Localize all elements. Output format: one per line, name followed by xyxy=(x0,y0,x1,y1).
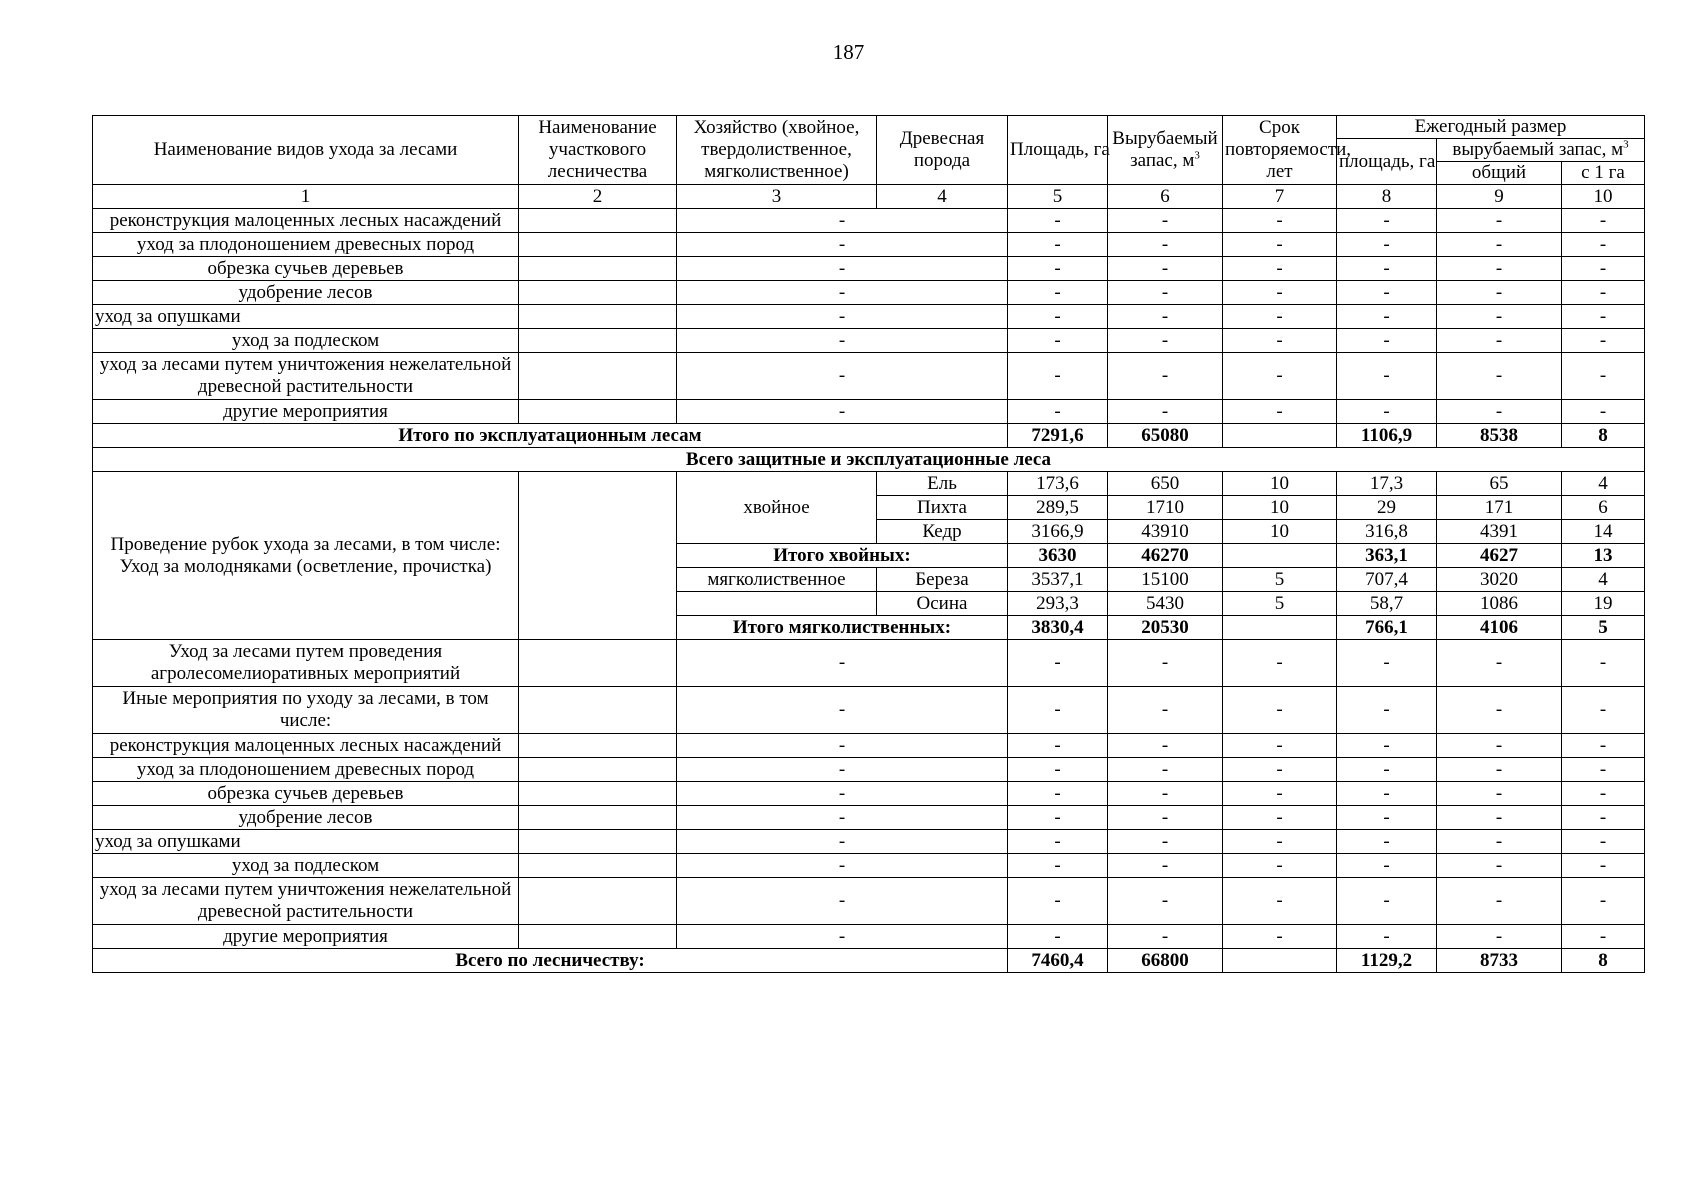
value-cell: 3830,4 xyxy=(1008,616,1108,640)
value-cell: - xyxy=(1108,329,1223,353)
district-cell xyxy=(519,281,677,305)
value-cell: 3166,9 xyxy=(1008,520,1108,544)
value-cell: 766,1 xyxy=(1337,616,1437,640)
care-type-name: уход за лесами путем уничтожения нежелательной древесной растительности xyxy=(93,878,519,925)
page-number: 187 xyxy=(832,40,865,64)
value-cell: - xyxy=(1562,806,1645,830)
value-cell xyxy=(1223,544,1337,568)
grand-total-row xyxy=(93,949,1645,973)
value-cell: 6 xyxy=(1562,496,1645,520)
district-cell xyxy=(519,734,677,758)
value-cell: - xyxy=(1108,878,1223,925)
header-care-type: Наименование видов ухода за лесами xyxy=(93,116,519,185)
header-volume: Вырубаемый запас, $м^3$ xyxy=(1108,116,1223,185)
value-cell: - xyxy=(1008,233,1108,257)
column-number: 10 xyxy=(1562,185,1645,209)
value-cell: - xyxy=(1337,640,1437,687)
farm-species-cell: - xyxy=(677,400,1008,424)
farm-species-cell: - xyxy=(677,830,1008,854)
value-cell: - xyxy=(1437,233,1562,257)
care-type-name: уход за лесами путем уничтожения нежелательной древесной растительности xyxy=(93,353,519,400)
value-cell: - xyxy=(1337,329,1437,353)
section-title: Всего защитные и эксплуатационные леса xyxy=(93,448,1645,472)
value-cell: - xyxy=(1562,209,1645,233)
farm-species-cell: - xyxy=(677,281,1008,305)
value-cell: - xyxy=(1008,400,1108,424)
value-cell: - xyxy=(1223,854,1337,878)
value-cell: 19 xyxy=(1562,592,1645,616)
thinning-name: Проведение рубок ухода за лесами, в том числе: Уход за молодняками (осветление, прочистка) xyxy=(93,472,519,640)
care-type-name: обрезка сучьев деревьев xyxy=(93,782,519,806)
farm-species-cell: - xyxy=(677,329,1008,353)
farm-conifer-label: хвойное xyxy=(677,472,877,544)
species-name: Ель xyxy=(877,472,1008,496)
value-cell: 20530 xyxy=(1108,616,1223,640)
column-number: 4 xyxy=(877,185,1008,209)
care-row xyxy=(93,854,1645,878)
value-cell: - xyxy=(1337,305,1437,329)
value-cell: - xyxy=(1337,782,1437,806)
column-number: 1 xyxy=(93,185,519,209)
district-cell xyxy=(519,305,677,329)
district-cell xyxy=(519,472,677,640)
value-cell xyxy=(1223,949,1337,973)
value-cell: 66800 xyxy=(1108,949,1223,973)
value-cell: - xyxy=(1008,878,1108,925)
section-title-row xyxy=(93,448,1645,472)
care-row xyxy=(93,353,1645,400)
value-cell: - xyxy=(1562,329,1645,353)
value-cell: 3630 xyxy=(1008,544,1108,568)
forest-care-table xyxy=(92,115,1645,973)
care-type-name: другие мероприятия xyxy=(93,925,519,949)
value-cell: - xyxy=(1108,687,1223,734)
value-cell: 8538 xyxy=(1437,424,1562,448)
value-cell: - xyxy=(1223,758,1337,782)
value-cell: - xyxy=(1437,640,1562,687)
farm-species-cell: - xyxy=(677,782,1008,806)
value-cell: - xyxy=(1223,806,1337,830)
value-cell: - xyxy=(1337,854,1437,878)
value-cell: 10 xyxy=(1223,472,1337,496)
care-row xyxy=(93,233,1645,257)
farm-species-cell: - xyxy=(677,257,1008,281)
value-cell: - xyxy=(1223,400,1337,424)
care-type-name: уход за подлеском xyxy=(93,329,519,353)
value-cell: - xyxy=(1562,353,1645,400)
value-cell: - xyxy=(1437,878,1562,925)
farm-species-cell: - xyxy=(677,734,1008,758)
value-cell: 1129,2 xyxy=(1337,949,1437,973)
care-type-name: Уход за лесами путем проведения агролесомелиоративных мероприятий xyxy=(93,640,519,687)
value-cell: 4627 xyxy=(1437,544,1562,568)
value-cell: - xyxy=(1562,854,1645,878)
value-cell: - xyxy=(1437,830,1562,854)
species-name: Пихта xyxy=(877,496,1008,520)
care-type-name: уход за плодоношением древесных пород xyxy=(93,233,519,257)
value-cell: 8733 xyxy=(1437,949,1562,973)
care-type-name: Иные мероприятия по уходу за лесами, в том числе: xyxy=(93,687,519,734)
care-type-name: другие мероприятия xyxy=(93,400,519,424)
care-row xyxy=(93,687,1645,734)
value-cell: - xyxy=(1223,257,1337,281)
care-type-name: уход за опушками xyxy=(93,305,519,329)
district-cell xyxy=(519,329,677,353)
value-cell: - xyxy=(1008,353,1108,400)
district-cell xyxy=(519,640,677,687)
value-cell: - xyxy=(1562,233,1645,257)
value-cell: - xyxy=(1108,758,1223,782)
value-cell: - xyxy=(1108,233,1223,257)
value-cell: - xyxy=(1008,925,1108,949)
header-annual-area: площадь, га xyxy=(1337,139,1437,185)
value-cell: - xyxy=(1437,257,1562,281)
value-cell: 10 xyxy=(1223,520,1337,544)
value-cell: - xyxy=(1108,830,1223,854)
value-cell: 46270 xyxy=(1108,544,1223,568)
value-cell: - xyxy=(1437,687,1562,734)
care-row xyxy=(93,758,1645,782)
header-district: Наименование участкового лесничества xyxy=(519,116,677,185)
value-cell: - xyxy=(1223,925,1337,949)
species-name: Кедр xyxy=(877,520,1008,544)
column-number: 5 xyxy=(1008,185,1108,209)
value-cell: 1710 xyxy=(1108,496,1223,520)
district-cell xyxy=(519,878,677,925)
care-row xyxy=(93,257,1645,281)
value-cell: - xyxy=(1337,687,1437,734)
value-cell: 4391 xyxy=(1437,520,1562,544)
farm-species-cell: - xyxy=(677,640,1008,687)
value-cell: - xyxy=(1223,640,1337,687)
farm-species-cell: - xyxy=(677,209,1008,233)
value-cell: - xyxy=(1437,758,1562,782)
value-cell: - xyxy=(1108,400,1223,424)
farm-species-cell: - xyxy=(677,687,1008,734)
value-cell: - xyxy=(1108,782,1223,806)
value-cell: 4106 xyxy=(1437,616,1562,640)
value-cell: - xyxy=(1223,878,1337,925)
column-number: 7 xyxy=(1223,185,1337,209)
value-cell: - xyxy=(1337,734,1437,758)
value-cell: - xyxy=(1337,233,1437,257)
column-number-row xyxy=(93,185,1645,209)
header-area: Площадь, га xyxy=(1008,116,1108,185)
value-cell: - xyxy=(1437,329,1562,353)
value-cell: - xyxy=(1337,806,1437,830)
value-cell: - xyxy=(1337,257,1437,281)
value-cell: - xyxy=(1337,281,1437,305)
care-row xyxy=(93,329,1645,353)
value-cell: - xyxy=(1562,878,1645,925)
value-cell: 7460,4 xyxy=(1008,949,1108,973)
conifer-total-label: Итого хвойных: xyxy=(677,544,1008,568)
care-row xyxy=(93,878,1645,925)
district-cell xyxy=(519,353,677,400)
value-cell: 43910 xyxy=(1108,520,1223,544)
species-row xyxy=(93,472,1645,496)
value-cell: 293,3 xyxy=(1008,592,1108,616)
exploitation-total-label: Итого по эксплуатационным лесам xyxy=(93,424,1008,448)
district-cell xyxy=(519,687,677,734)
value-cell: - xyxy=(1562,782,1645,806)
value-cell: 10 xyxy=(1223,496,1337,520)
value-cell: 3020 xyxy=(1437,568,1562,592)
farm-species-cell: - xyxy=(677,925,1008,949)
column-number: 9 xyxy=(1437,185,1562,209)
value-cell xyxy=(1223,616,1337,640)
value-cell: - xyxy=(1437,854,1562,878)
value-cell: - xyxy=(1562,281,1645,305)
care-type-name: уход за подлеском xyxy=(93,854,519,878)
value-cell: - xyxy=(1223,830,1337,854)
value-cell: - xyxy=(1008,281,1108,305)
value-cell: 5 xyxy=(1223,568,1337,592)
care-row xyxy=(93,281,1645,305)
care-type-name: обрезка сучьев деревьев xyxy=(93,257,519,281)
care-row xyxy=(93,734,1645,758)
value-cell: 316,8 xyxy=(1337,520,1437,544)
value-cell: - xyxy=(1337,758,1437,782)
value-cell: - xyxy=(1108,257,1223,281)
farm-soft-label: мягколиственное xyxy=(677,568,877,592)
care-type-name: удобрение лесов xyxy=(93,806,519,830)
value-cell: 5430 xyxy=(1108,592,1223,616)
value-cell: - xyxy=(1108,305,1223,329)
district-cell xyxy=(519,806,677,830)
value-cell: - xyxy=(1108,281,1223,305)
value-cell: 65 xyxy=(1437,472,1562,496)
value-cell: - xyxy=(1008,806,1108,830)
care-row xyxy=(93,806,1645,830)
value-cell: 3537,1 xyxy=(1008,568,1108,592)
value-cell: 707,4 xyxy=(1337,568,1437,592)
value-cell: 8 xyxy=(1562,424,1645,448)
grand-total-label: Всего по лесничеству: xyxy=(93,949,1008,973)
value-cell: 289,5 xyxy=(1008,496,1108,520)
farm-empty-cell xyxy=(677,592,877,616)
value-cell: - xyxy=(1562,257,1645,281)
value-cell: - xyxy=(1437,209,1562,233)
care-row xyxy=(93,782,1645,806)
value-cell: - xyxy=(1437,281,1562,305)
care-row xyxy=(93,305,1645,329)
value-cell: - xyxy=(1108,353,1223,400)
value-cell: - xyxy=(1562,400,1645,424)
header-volume-total: общий xyxy=(1437,162,1562,185)
value-cell: - xyxy=(1223,734,1337,758)
value-cell: - xyxy=(1008,758,1108,782)
value-cell: - xyxy=(1008,209,1108,233)
value-cell: - xyxy=(1008,734,1108,758)
value-cell: - xyxy=(1008,782,1108,806)
value-cell: - xyxy=(1008,854,1108,878)
value-cell: 65080 xyxy=(1108,424,1223,448)
value-cell: - xyxy=(1562,758,1645,782)
value-cell: - xyxy=(1437,925,1562,949)
value-cell xyxy=(1223,424,1337,448)
value-cell: - xyxy=(1008,640,1108,687)
column-number: 6 xyxy=(1108,185,1223,209)
value-cell: - xyxy=(1008,830,1108,854)
value-cell: 14 xyxy=(1562,520,1645,544)
value-cell: - xyxy=(1437,734,1562,758)
district-cell xyxy=(519,400,677,424)
district-cell xyxy=(519,854,677,878)
district-cell xyxy=(519,758,677,782)
farm-species-cell: - xyxy=(677,305,1008,329)
care-type-name: реконструкция малоценных лесных насаждений xyxy=(93,734,519,758)
care-row xyxy=(93,400,1645,424)
value-cell: - xyxy=(1223,687,1337,734)
value-cell: - xyxy=(1562,305,1645,329)
exploitation-total-row xyxy=(93,424,1645,448)
value-cell: 171 xyxy=(1437,496,1562,520)
value-cell: 363,1 xyxy=(1337,544,1437,568)
value-cell: 5 xyxy=(1562,616,1645,640)
value-cell: - xyxy=(1562,687,1645,734)
value-cell: - xyxy=(1337,878,1437,925)
value-cell: - xyxy=(1108,734,1223,758)
value-cell: - xyxy=(1108,640,1223,687)
value-cell: - xyxy=(1337,925,1437,949)
care-row xyxy=(93,209,1645,233)
column-number: 8 xyxy=(1337,185,1437,209)
value-cell: - xyxy=(1437,782,1562,806)
value-cell: 58,7 xyxy=(1337,592,1437,616)
value-cell: - xyxy=(1223,782,1337,806)
district-cell xyxy=(519,257,677,281)
farm-species-cell: - xyxy=(677,806,1008,830)
header-species: Древесная порода xyxy=(877,116,1008,185)
value-cell: 29 xyxy=(1337,496,1437,520)
care-row xyxy=(93,640,1645,687)
value-cell: - xyxy=(1108,806,1223,830)
species-name: Береза xyxy=(877,568,1008,592)
value-cell: - xyxy=(1562,734,1645,758)
value-cell: - xyxy=(1008,329,1108,353)
district-cell xyxy=(519,782,677,806)
farm-species-cell: - xyxy=(677,878,1008,925)
species-name: Осина xyxy=(877,592,1008,616)
header-farm-type: Хозяйство (хвойное, твердолиственное, мягколиственное) xyxy=(677,116,877,185)
column-number: 3 xyxy=(677,185,877,209)
value-cell: - xyxy=(1337,353,1437,400)
value-cell: 13 xyxy=(1562,544,1645,568)
value-cell: 7291,6 xyxy=(1008,424,1108,448)
value-cell: - xyxy=(1337,830,1437,854)
column-number: 2 xyxy=(519,185,677,209)
value-cell: - xyxy=(1223,233,1337,257)
care-row xyxy=(93,830,1645,854)
header-repeat-period: Срок повторяемости, лет xyxy=(1223,116,1337,185)
district-cell xyxy=(519,925,677,949)
value-cell: 4 xyxy=(1562,472,1645,496)
soft-total-label: Итого мягколиственных: xyxy=(677,616,1008,640)
header-annual-size: Ежегодный размер xyxy=(1337,116,1645,139)
value-cell: - xyxy=(1108,209,1223,233)
farm-species-cell: - xyxy=(677,854,1008,878)
value-cell: 650 xyxy=(1108,472,1223,496)
value-cell: - xyxy=(1437,305,1562,329)
header-volume-per-ha: с 1 га xyxy=(1562,162,1645,185)
value-cell: - xyxy=(1562,640,1645,687)
district-cell xyxy=(519,209,677,233)
care-type-name: реконструкция малоценных лесных насаждений xyxy=(93,209,519,233)
value-cell: 8 xyxy=(1562,949,1645,973)
district-cell xyxy=(519,830,677,854)
value-cell: - xyxy=(1223,281,1337,305)
value-cell: - xyxy=(1562,925,1645,949)
farm-species-cell: - xyxy=(677,353,1008,400)
care-row xyxy=(93,925,1645,949)
value-cell: - xyxy=(1008,687,1108,734)
value-cell: 1086 xyxy=(1437,592,1562,616)
value-cell: - xyxy=(1008,305,1108,329)
value-cell: - xyxy=(1108,854,1223,878)
farm-species-cell: - xyxy=(677,233,1008,257)
value-cell: - xyxy=(1108,925,1223,949)
value-cell: - xyxy=(1223,209,1337,233)
value-cell: - xyxy=(1562,830,1645,854)
value-cell: - xyxy=(1337,400,1437,424)
value-cell: - xyxy=(1337,209,1437,233)
value-cell: 17,3 xyxy=(1337,472,1437,496)
value-cell: - xyxy=(1223,329,1337,353)
value-cell: - xyxy=(1437,400,1562,424)
value-cell: - xyxy=(1008,257,1108,281)
value-cell: 5 xyxy=(1223,592,1337,616)
value-cell: - xyxy=(1223,305,1337,329)
value-cell: 15100 xyxy=(1108,568,1223,592)
value-cell: 173,6 xyxy=(1008,472,1108,496)
care-type-name: уход за опушками xyxy=(93,830,519,854)
farm-species-cell: - xyxy=(677,758,1008,782)
value-cell: - xyxy=(1437,806,1562,830)
value-cell: 4 xyxy=(1562,568,1645,592)
care-type-name: уход за плодоношением древесных пород xyxy=(93,758,519,782)
district-cell xyxy=(519,233,677,257)
care-type-name: удобрение лесов xyxy=(93,281,519,305)
value-cell: - xyxy=(1223,353,1337,400)
value-cell: - xyxy=(1437,353,1562,400)
header-annual-volume: вырубаемый запас, $м^3$ xyxy=(1437,139,1645,162)
value-cell: 1106,9 xyxy=(1337,424,1437,448)
